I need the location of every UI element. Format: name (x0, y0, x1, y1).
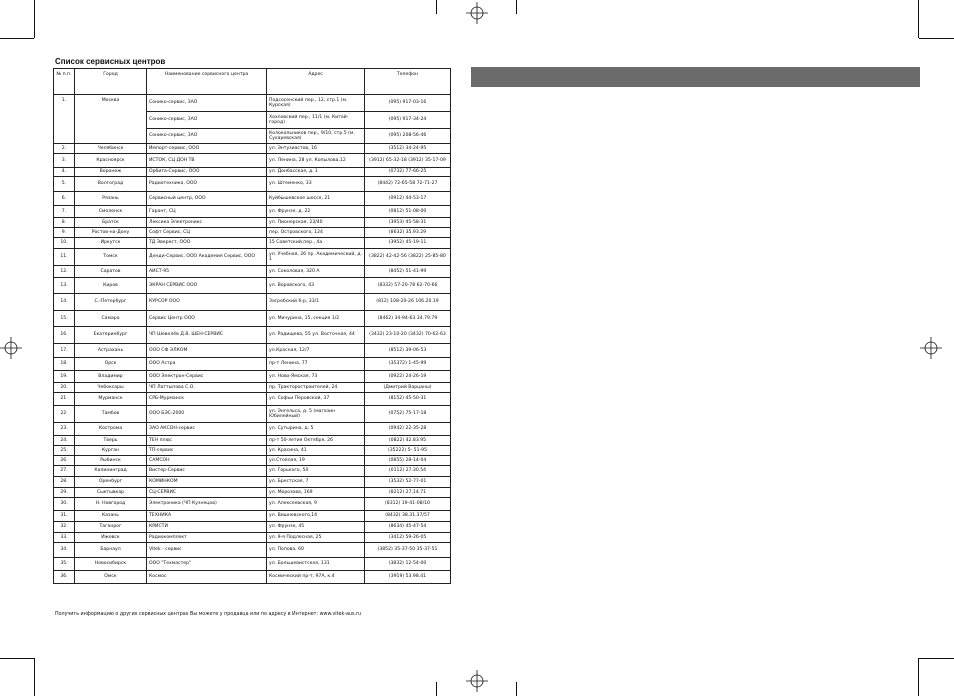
cell-tel: (095) 917-34-24 (365, 112, 451, 129)
cell-tel: (8312) 19-41-08/10 (365, 498, 451, 511)
cell-city: Рыбинск (75, 456, 147, 466)
cell-num: 28. (54, 477, 75, 488)
crop-mark (918, 0, 919, 38)
header-name: Наименование сервисного центра (147, 69, 267, 95)
cell-name: ТД Эверест, ООО (147, 238, 267, 249)
cell-addr: ул. Учебная, 26 пр. Академический, д. 1 (267, 249, 365, 266)
cell-num: 31. (54, 511, 75, 522)
cell-name: ЗАО АКСОН-сервис (147, 423, 267, 436)
cell-num: 25. (54, 446, 75, 456)
cell-city: Орск (75, 358, 147, 371)
cell-tel: (0732) 77-66-25 (365, 168, 451, 177)
registration-mark-icon (920, 337, 942, 359)
cell-addr: ул.Стоялая, 19 (267, 456, 365, 466)
cell-num: 5. (54, 177, 75, 192)
registration-mark-icon (0, 337, 22, 359)
cell-addr: ул. Попова, 60 (267, 543, 365, 558)
cell-city: Казань (75, 511, 147, 522)
cell-addr: ул. Мичурина, 15, секция 1/2 (267, 311, 365, 327)
crop-mark (436, 0, 437, 14)
table-row (54, 371, 451, 383)
cell-addr: ул. Соколовая, 320 А (267, 266, 365, 278)
crop-mark (0, 658, 34, 659)
cell-addr: ул. Фрунзе, д. 22 (267, 206, 365, 218)
cell-num: 11. (54, 249, 75, 266)
cell-name: Радиокомплект (147, 533, 267, 543)
cell-addr: ул. Энтузиастов, 16 (267, 144, 365, 154)
cell-tel: (3953) 45-58-31 (365, 218, 451, 228)
cell-num: 18. (54, 358, 75, 371)
cell-tel: (35372) 1-45-99 (365, 358, 451, 371)
cell-city: Мурманск (75, 393, 147, 406)
cell-city: Тверь (75, 436, 147, 446)
cell-num: 24. (54, 436, 75, 446)
cell-city: Барнаул (75, 543, 147, 558)
table-row (54, 228, 451, 238)
cell-tel: (3952) 45-19-11 (365, 238, 451, 249)
cell-num: 29. (54, 488, 75, 498)
table-body (54, 95, 451, 584)
cell-num: 36. (54, 571, 75, 584)
cell-tel: (3912) 65-32-18 (3912) 35-17-09 (365, 154, 451, 168)
table-row (54, 571, 451, 584)
table-row (54, 456, 451, 466)
cell-num: 3. (54, 154, 75, 168)
cell-name: Сонико-сервис, ЗАО (147, 112, 267, 129)
table-row (54, 311, 451, 327)
cell-addr: ул. Вишневского,14 (267, 511, 365, 522)
cell-num: 22. (54, 406, 75, 423)
cell-name: АИСТ-95 (147, 266, 267, 278)
cell-addr: пр-т Ленина, 77 (267, 358, 365, 371)
cell-addr: ул.Красная, 12/7 (267, 344, 365, 358)
cell-name: Радиотехника, ООО (147, 177, 267, 192)
table-row (54, 238, 451, 249)
cell-tel: (3822) 42-42-56 (3822) 25-85-80 (365, 249, 451, 266)
table-row (54, 327, 451, 344)
cell-addr: ул. Радищева, 55 ул. Восточная, 44 (267, 327, 365, 344)
cell-num: 21. (54, 393, 75, 406)
table-row (54, 278, 451, 294)
cell-num: 13. (54, 278, 75, 294)
crop-mark (919, 658, 954, 659)
cell-name: Гарант, СЦ (147, 206, 267, 218)
cell-name: ООО СФ ЭЛКОМ (147, 344, 267, 358)
table-row (54, 423, 451, 436)
cell-addr: ул. Ленина, 28 ул. Копылова,12 (267, 154, 365, 168)
cell-tel: (8632) 35.93.29 (365, 228, 451, 238)
cell-name: Vitek - сервис (147, 543, 267, 558)
cell-name: ЧП Шевелёв Д.В. ШЕН-СЕРВИС (147, 327, 267, 344)
crop-mark (918, 658, 919, 696)
cell-name: ООО Астра (147, 358, 267, 371)
cell-addr: 15 Советский пер., 4а (267, 238, 365, 249)
cell-addr: ул. Сутырина, д. 5 (267, 423, 365, 436)
cell-tel: (Дмитрий Варцаны) (365, 383, 451, 393)
cell-tel: (0752) 75-17-18 (365, 406, 451, 423)
cell-num: 30. (54, 498, 75, 511)
table-row (54, 406, 451, 423)
cell-name: ИСТОК, СЦ ДОН ТВ (147, 154, 267, 168)
table-row (54, 154, 451, 168)
registration-mark-icon (466, 2, 488, 24)
cell-name: ООО Электрон-Сервис (147, 371, 267, 383)
cell-tel: (35222) 5- 51-95 (365, 446, 451, 456)
cell-name: ЭКРАН СЕРВИС ООО (147, 278, 267, 294)
cell-name: Софт Сервис, СЦ (147, 228, 267, 238)
cell-num: 26. (54, 456, 75, 466)
table-row (54, 533, 451, 543)
table-row (54, 393, 451, 406)
cell-name: ЧП Латтыпова С.О. (147, 383, 267, 393)
cell-num: 19. (54, 371, 75, 383)
cell-num: 15. (54, 311, 75, 327)
table-row (54, 488, 451, 498)
crop-mark (516, 682, 517, 696)
cell-city: Екатеринбург (75, 327, 147, 344)
cell-city: Тамбов (75, 406, 147, 423)
cell-num: 16. (54, 327, 75, 344)
table-row (54, 177, 451, 192)
cell-tel: (8512) 39-06-53 (365, 344, 451, 358)
table-row (54, 266, 451, 278)
cell-num: 14. (54, 294, 75, 311)
cell-addr: Куйбышевское шоссе, 21 (267, 192, 365, 206)
cell-city: Иркутск (75, 238, 147, 249)
cell-tel: (3832) 12-54-00 (365, 558, 451, 571)
service-centers-table (53, 68, 451, 584)
cell-city: Рязань (75, 192, 147, 206)
cell-city: Красноярск (75, 154, 147, 168)
cell-num: 20. (54, 383, 75, 393)
cell-num: 8. (54, 218, 75, 228)
table-row (54, 168, 451, 177)
table-row (54, 144, 451, 154)
cell-addr: Подсосенский пер., 12, стр.1 (м. Курская) (267, 95, 365, 112)
cell-tel: (0812) 51-08-00 (365, 206, 451, 218)
cell-city: Смоленск (75, 206, 147, 218)
table-row (54, 206, 451, 218)
cell-name: ООО БЭС-2000 (147, 406, 267, 423)
table-row (54, 466, 451, 477)
cell-city: Курган (75, 446, 147, 456)
cell-addr: ул. Софьи Перовской, 37 (267, 393, 365, 406)
cell-addr: ул. Красина, 41 (267, 446, 365, 456)
table-row (54, 294, 451, 311)
cell-name: Космос (147, 571, 267, 584)
cell-city: Чебоксары (75, 383, 147, 393)
cell-tel: (8152) 45-50-31 (365, 393, 451, 406)
cell-city: Владимир (75, 371, 147, 383)
cell-addr: ул. Брестская, 7 (267, 477, 365, 488)
cell-city: Ростов-на-Дону (75, 228, 147, 238)
cell-addr: ул. Морозова, 169 (267, 488, 365, 498)
table-row (54, 498, 451, 511)
cell-tel: (3532) 52-77-01 (365, 477, 451, 488)
cell-city: Москва (75, 95, 147, 144)
cell-name: Сервис Центр ООО (147, 311, 267, 327)
table-row (54, 436, 451, 446)
cell-tel: (812) 108-20-26 106.20.19 (365, 294, 451, 311)
cell-name: КУРСОР ООО (147, 294, 267, 311)
cell-num: 1. (54, 95, 75, 144)
cell-city: Омск (75, 571, 147, 584)
cell-city: Челябинск (75, 144, 147, 154)
cell-num: 9. (54, 228, 75, 238)
cell-name: Сонико-сервис, ЗАО (147, 129, 267, 144)
cell-num: 7. (54, 206, 75, 218)
cell-name: Лексика Электроникс (147, 218, 267, 228)
cell-num: 6. (54, 192, 75, 206)
cell-num: 10. (54, 238, 75, 249)
cell-addr: ул. Штеменко, 33 (267, 177, 365, 192)
cell-name: Электроника (ЧП Кузнецов) (147, 498, 267, 511)
cell-tel: (095) 208-56-46 (365, 129, 451, 144)
cell-tel: (3852) 35-37-50 35-37-51 (365, 543, 451, 558)
cell-addr: Космический пр-т, 97А, к.4 (267, 571, 365, 584)
cell-addr: Загребский б-р, 33/1 (267, 294, 365, 311)
cell-tel: (0942) 22-35-28 (365, 423, 451, 436)
table-row (54, 522, 451, 533)
table-header-row (54, 69, 451, 95)
cell-tel: (8432) 38.31.37/57 (365, 511, 451, 522)
cell-addr: ул. Большевистская, 131 (267, 558, 365, 571)
page-title: Список сервисных центров (55, 57, 166, 66)
crop-mark (516, 0, 517, 14)
cell-addr: ул. 9-я Подлесная, 25 (267, 533, 365, 543)
cell-name: ТЕН плюс (147, 436, 267, 446)
cell-addr: пер. Островского, 124 (267, 228, 365, 238)
cell-name: САМСОН (147, 456, 267, 466)
cell-city: Кострома (75, 423, 147, 436)
table-row (54, 383, 451, 393)
cell-name: Денди-Сервис, ООО Академия Сервис, ООО (147, 249, 267, 266)
cell-city: Воронеж (75, 168, 147, 177)
cell-city: Оренбург (75, 477, 147, 488)
cell-num: 35. (54, 558, 75, 571)
table-row (54, 511, 451, 522)
registration-mark-icon (466, 670, 488, 692)
crop-mark (0, 38, 34, 39)
table-row (54, 543, 451, 558)
table-row (54, 344, 451, 358)
crop-mark (34, 658, 35, 696)
cell-tel: (0855) 28-14-04 (365, 456, 451, 466)
cell-city: Братск (75, 218, 147, 228)
cell-addr: ул. Донбасская, д. 1 (267, 168, 365, 177)
header-phone: Телефон (365, 69, 451, 95)
cell-num: 34. (54, 543, 75, 558)
cell-tel: (8452) 51-41-99 (365, 266, 451, 278)
cell-name: Импорт-сервис, ООО (147, 144, 267, 154)
table-row (54, 446, 451, 456)
crop-mark (436, 682, 437, 696)
cell-city: Томск (75, 249, 147, 266)
cell-tel: (0822) 42.83.95 (365, 436, 451, 446)
cell-city: Новосибирск (75, 558, 147, 571)
cell-name: КРИСТИ (147, 522, 267, 533)
crop-mark (919, 38, 954, 39)
cell-name: СЦ-СЕРВИС (147, 488, 267, 498)
cell-city: Таганрог (75, 522, 147, 533)
cell-num: 2. (54, 144, 75, 154)
cell-city: Калининград (75, 466, 147, 477)
header-city: Город (75, 69, 147, 95)
cell-name: ООО "Техмастер" (147, 558, 267, 571)
cell-tel: (3412) 59-26-05 (365, 533, 451, 543)
cell-name: ТЕХНИКА (147, 511, 267, 522)
header-address: Адрес (267, 69, 365, 95)
cell-name: КОМИНКОМ (147, 477, 267, 488)
cell-tel: (0112) 27.30.54 (365, 466, 451, 477)
table-row (54, 192, 451, 206)
cell-tel: (3919) 53.98.41 (365, 571, 451, 584)
cell-num: 17. (54, 344, 75, 358)
cell-addr: ул. Фрунзе, 45 (267, 522, 365, 533)
cell-city: Астрахань (75, 344, 147, 358)
cell-tel: (0922) 24-26-19 (365, 371, 451, 383)
cell-num: 32. (54, 522, 75, 533)
cell-city: Киров (75, 278, 147, 294)
cell-addr: ул. Ново-Ямская, 73 (267, 371, 365, 383)
cell-name: Сонико-сервис, ЗАО (147, 95, 267, 112)
cell-num: 27. (54, 466, 75, 477)
table-row (54, 218, 451, 228)
cell-addr: Хохловский пер., 11/1 (м. Китай-город) (267, 112, 365, 129)
cell-name: Орбита-Сервис, ООО (147, 168, 267, 177)
cell-tel: (8442) 72-65-58 72-71-27 (365, 177, 451, 192)
header-num: № п.п. (54, 69, 75, 95)
table-row (54, 558, 451, 571)
table-row (54, 358, 451, 371)
cell-tel: (0912) 44-53-17 (365, 192, 451, 206)
crop-mark (34, 0, 35, 38)
cell-name: Вистер-Сервис (147, 466, 267, 477)
cell-city: Саратов (75, 266, 147, 278)
table-row (54, 249, 451, 266)
cell-addr: ул. Горького, 50 (267, 466, 365, 477)
cell-city: Н. Новгород (75, 498, 147, 511)
cell-tel: (8212) 27.14.71 (365, 488, 451, 498)
cell-num: 4. (54, 168, 75, 177)
cell-addr: ул. Воровского, 43 (267, 278, 365, 294)
cell-tel: (3432) 23-10-20 (3432) 70-62-63 (365, 327, 451, 344)
cell-num: 23. (54, 423, 75, 436)
cell-tel: (8462) 34-94-63 34.79.79 (365, 311, 451, 327)
cell-addr: ул. Пионерская, 23/40 (267, 218, 365, 228)
cell-addr: ул. Энгельса, д. 5 (магазин Юбилейный) (267, 406, 365, 423)
cell-city: Ижевск (75, 533, 147, 543)
table-row (54, 477, 451, 488)
cell-name: Сервисный центр, ООО (147, 192, 267, 206)
cell-addr: Колокольников пер., 9/10, стр.5 (м. Сухаревская) (267, 129, 365, 144)
cell-tel: (8332) 57-20-78 62-70-66 (365, 278, 451, 294)
cell-city: Самара (75, 311, 147, 327)
cell-city: С.-Петербург (75, 294, 147, 311)
cell-name: ТП-сервис (147, 446, 267, 456)
cell-addr: пр-т 50-летия Октября, 26 (267, 436, 365, 446)
cell-tel: (8634) 45-47-54 (365, 522, 451, 533)
header-band (471, 67, 920, 87)
cell-tel: (3512) 34-24-95 (365, 144, 451, 154)
cell-num: 12. (54, 266, 75, 278)
cell-tel: (095) 917-03-16 (365, 95, 451, 112)
cell-city: Сыктывкар (75, 488, 147, 498)
cell-addr: ул. Алексеевская, 9 (267, 498, 365, 511)
cell-num: 33. (54, 533, 75, 543)
cell-name: СРБ-Мурманск (147, 393, 267, 406)
table-row (54, 95, 451, 112)
cell-addr: пр. Тракторостроителей, 24 (267, 383, 365, 393)
cell-city: Волгоград (75, 177, 147, 192)
footer-note: Получить информацию о других сервисных центрах Вы можете у продавца или по адресу в Интернет: www.vitek-aus.ru (55, 612, 361, 617)
